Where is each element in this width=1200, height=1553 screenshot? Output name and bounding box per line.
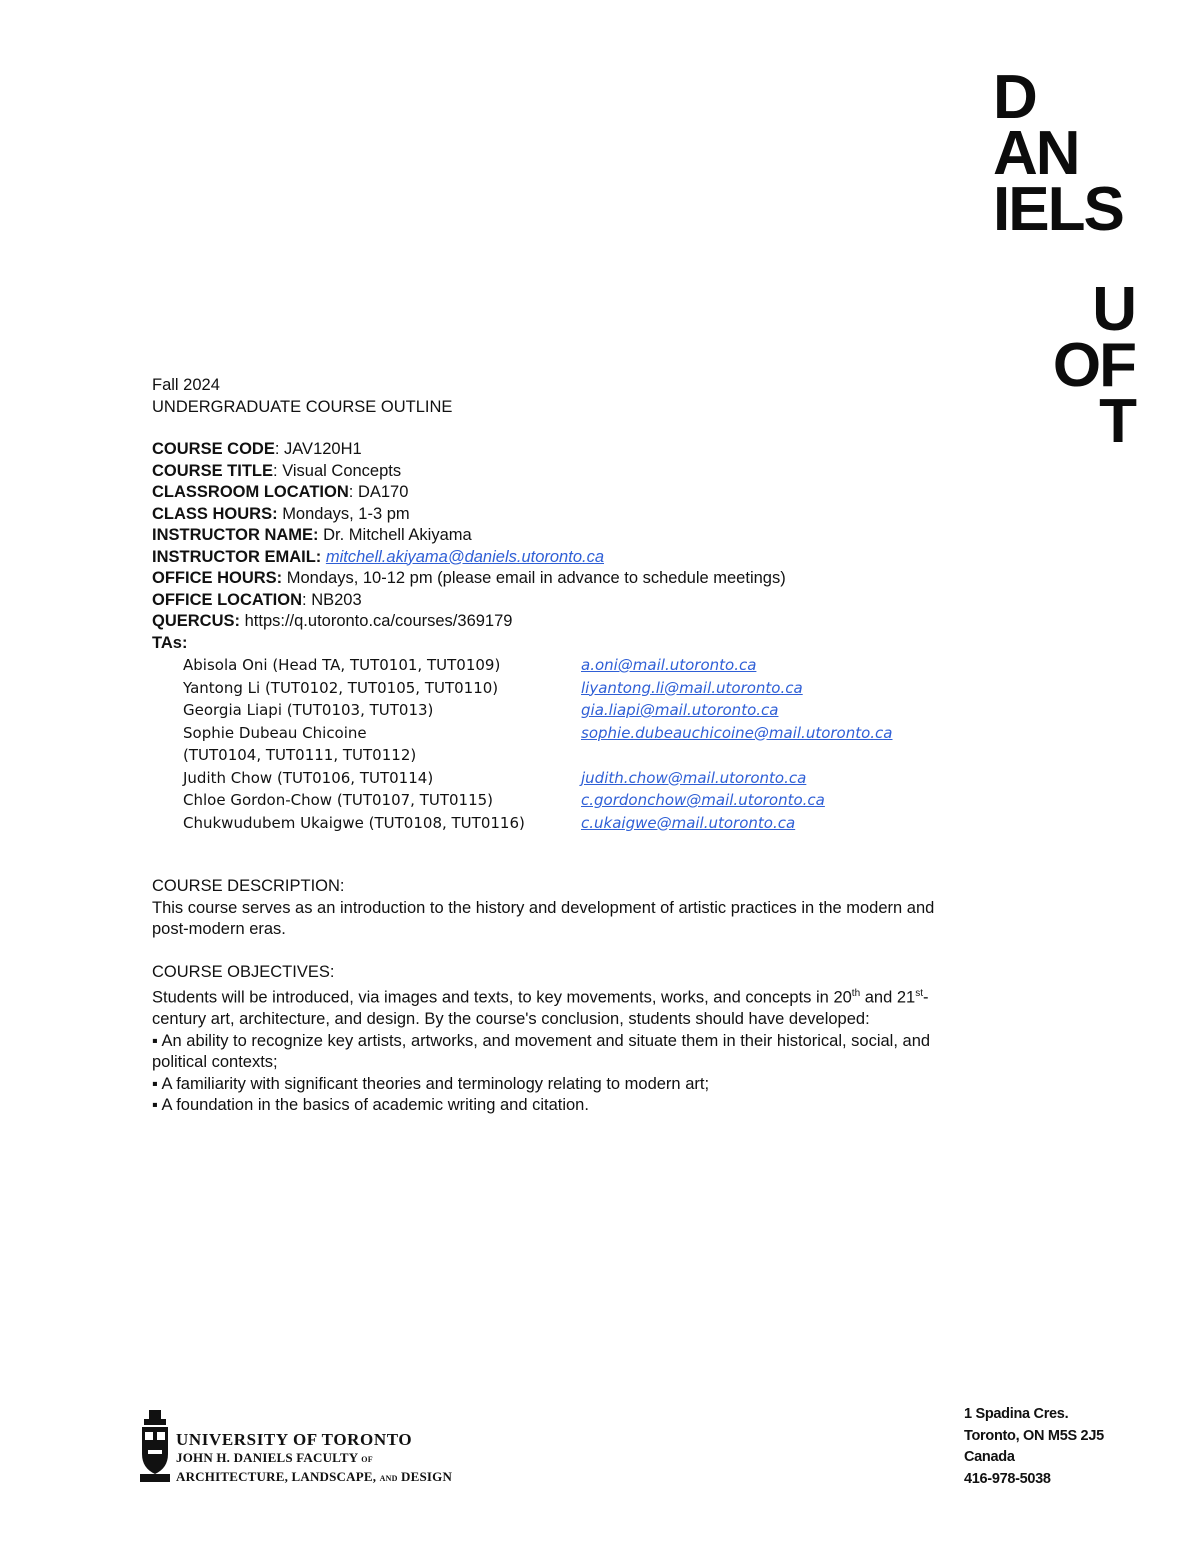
sep: : [302,590,312,609]
ta-email-link[interactable]: sophie.dubeauchicoine@mail.utoronto.ca [581,723,893,742]
objectives-intro [152,983,942,1031]
office-hours-field [152,568,942,590]
classroom-location-field [152,482,942,504]
classroom-location-label: CLASSROOM LOCATION [152,483,349,501]
ta-email-link[interactable]: c.ukaigwe@mail.utoronto.ca [581,813,796,832]
ta-email-link[interactable]: judith.chow@mail.utoronto.ca [581,768,807,787]
instructor-email-field [152,547,942,569]
objectives-intro-end: -century art, architecture, and design. By the course's conclusion, students should have developed: [152,988,929,1028]
description-heading: COURSE DESCRIPTION: [152,877,345,895]
ta-name: Chukwudubem Ukaigwe (TUT0108, TUT0116) [183,813,525,832]
instructor-email-link[interactable]: mitchell.akiyama@daniels.utoronto.ca [325,547,605,566]
document-type: UNDERGRADUATE COURSE OUTLINE [152,397,453,416]
ta-row [183,654,942,677]
course-code-label: COURSE CODE [152,440,275,458]
class-hours-value: Mondays, 1-3 pm [282,504,410,523]
ta-email-link[interactable]: a.oni@mail.utoronto.ca [581,656,757,674]
instructor-name-label: INSTRUCTOR NAME: [152,526,319,544]
crest-icon [140,1410,170,1482]
faculty-name-part3: DESIGN [401,1469,453,1484]
ta-email-link[interactable]: gia.liapi@mail.utoronto.ca [581,701,779,719]
ta-name: Abisola Oni (Head TA, TUT0101, TUT0109) [183,656,501,674]
course-code-value: JAV120H1 [284,440,362,458]
tas-label: TAs: [152,633,188,652]
daniels-line-3: IELS [993,175,1123,244]
classroom-location-value: DA170 [357,483,409,501]
faculty-name-part2: ARCHITECTURE, LANDSCAPE, [176,1469,377,1484]
ta-name: (TUT0104, TUT0111, TUT0112) [183,746,417,764]
ta-row [183,812,942,835]
ta-email-link[interactable]: liyantong.li@mail.utoronto.ca [581,678,803,697]
quercus-label: QUERCUS: [152,612,241,630]
ta-email-empty [581,744,942,767]
uoft-wordmark [1052,275,1135,456]
ta-name: Georgia Liapi (TUT0103, TUT013) [183,701,434,719]
university-text [176,1430,452,1487]
office-hours-value: Mondays, 10-12 pm (please email in advance to schedule meetings) [286,569,786,587]
objective-bullet: ▪ A familiarity with significant theories and terminology relating to modern art; [152,1074,710,1093]
objective-bullet: ▪ An ability to recognize key artists, artworks, and movement and situate them in their historical, social, and political contexts; [152,1031,931,1071]
quercus-field [152,611,942,633]
university-name: UNIVERSITY OF TORONTO [176,1430,413,1449]
uoft-line-2: OF [1052,331,1135,400]
class-hours-label: CLASS HOURS: [152,504,278,523]
quercus-url: https://q.utoronto.ca/courses/369179 [244,612,513,630]
faculty-line-1 [176,1449,452,1468]
office-hours-label: OFFICE HOURS: [152,569,283,587]
faculty-and: AND [379,1474,398,1483]
course-title-label: COURSE TITLE [152,461,274,480]
faculty-line-2 [176,1468,452,1487]
ta-name: Yantong Li (TUT0102, TUT0105, TUT0110) [183,678,499,697]
office-location-label: OFFICE LOCATION [152,590,303,609]
ta-email-link[interactable]: c.gordonchow@mail.utoronto.ca [581,791,825,809]
office-location-value: NB203 [311,590,362,609]
address-block [964,1404,1104,1490]
office-location-field [152,590,942,612]
objectives-and: and [860,988,897,1007]
term: Fall 2024 [152,376,220,394]
century-21: 21 [896,988,916,1007]
sep: : [273,461,283,480]
instructor-name-value: Dr. Mitchell Akiyama [323,526,472,544]
university-logo [140,1410,540,1485]
objectives-heading: COURSE OBJECTIVES: [152,962,335,981]
objective-bullet: ▪ A foundation in the basics of academic writing and citation. [152,1096,589,1114]
ta-name: Sophie Dubeau Chicoine [183,723,367,742]
address-city: Toronto, ON M5S 2J5 [964,1427,1104,1444]
ta-list [183,654,942,834]
ta-row [183,699,942,722]
daniels-line-2: AN [993,119,1079,188]
ta-row [183,767,942,790]
ta-row [183,677,942,700]
ta-row [183,744,942,767]
uoft-line-1: U [1092,275,1135,344]
class-hours-field [152,504,942,526]
sep: : [348,483,358,501]
instructor-name-field [152,525,942,547]
uoft-line-3: T [1099,387,1135,456]
address-phone: 416-978-5038 [964,1470,1051,1487]
ta-row [183,789,942,812]
course-title-value: Visual Concepts [282,461,402,480]
description-text: This course serves as an introduction to the history and development of artistic practices in the modern and post-modern eras. [152,898,935,938]
instructor-email-label: INSTRUCTOR EMAIL: [152,547,322,566]
century-20: 20 [833,988,852,1007]
ta-name: Judith Chow (TUT0106, TUT0114) [183,768,434,787]
ordinal-th: th [851,988,861,999]
address-country: Canada [964,1449,1015,1465]
faculty-of: OF [361,1455,373,1464]
ta-name: Chloe Gordon-Chow (TUT0107, TUT0115) [183,791,494,809]
course-code-field [152,439,942,461]
objectives-intro-start: Students will be introduced, via images and texts, to key movements, works, and concepts in [152,988,834,1007]
tas-heading [152,633,942,655]
sep: : [274,440,285,458]
ta-row [183,722,942,745]
ordinal-st: st [915,988,923,999]
daniels-line-1: D [993,63,1036,132]
daniels-wordmark [993,63,1123,244]
course-outline [152,375,942,1117]
course-title-field [152,461,942,483]
faculty-name-part1: JOHN H. DANIELS FACULTY [176,1450,358,1465]
address-street: 1 Spadina Cres. [964,1406,1069,1422]
